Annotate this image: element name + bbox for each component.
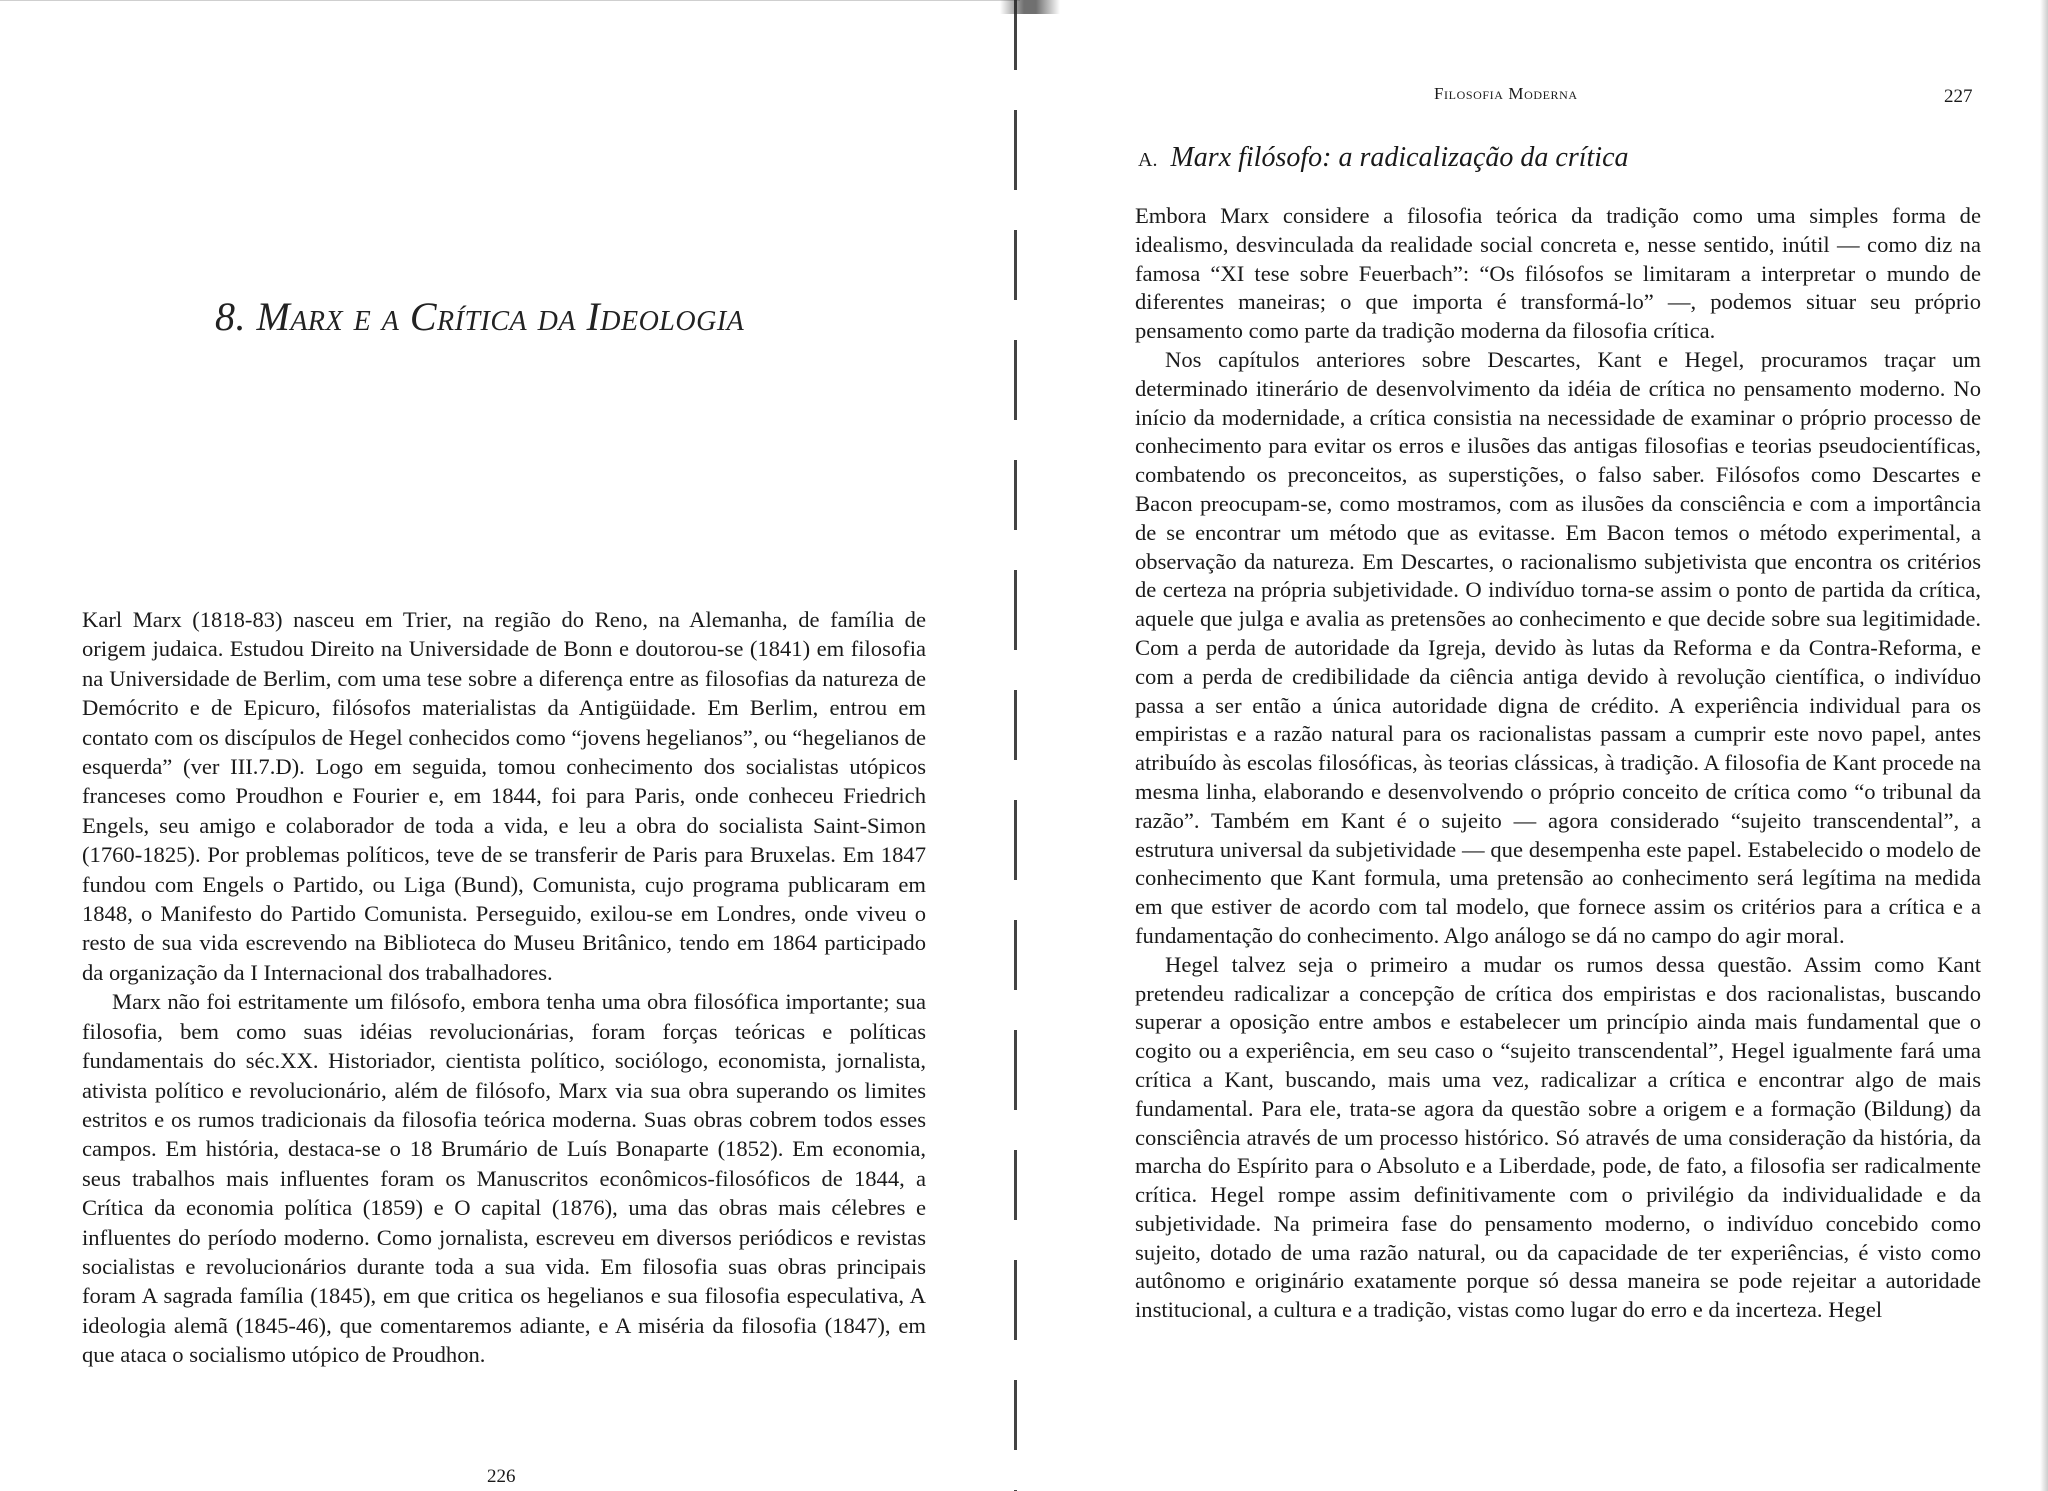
chapter-title-text: Marx e a Crítica da Ideologia (256, 294, 745, 339)
chapter-title (215, 293, 915, 340)
page-edge-shadow (2040, 0, 2048, 1491)
page-number-left: 226 (487, 1466, 516, 1487)
page-number-right: 227 (1944, 86, 1973, 107)
right-body-text (1135, 202, 1981, 1325)
paragraph: Embora Marx considere a filosofia teórica da tradição como uma simples forma de idealismo, desvinculada da realidade social concreta e, nesse sentido, inútil — como diz na famosa “XI tese sobre Feuerbach”: “Os filósofos se limitaram a interpretar o mundo de diferentes maneiras; o que importa é transformá-lo” —, podemos situar seu próprio pensamento como parte da tradição moderna da filosofia crítica. (1135, 203, 1981, 344)
section-heading (1138, 142, 1629, 174)
chapter-number: 8. (215, 294, 246, 339)
running-head: Filosofia Moderna (1434, 84, 1578, 103)
section-letter: A. (1138, 149, 1158, 171)
section-title: Marx filósofo: a radicalização da crítica (1170, 142, 1629, 173)
book-gutter (1014, 0, 1017, 1491)
left-body-text (82, 605, 926, 1370)
paragraph: Nos capítulos anteriores sobre Descartes, Kant e Hegel, procuramos traçar um determinado itinerário de desenvolvimento da idéia de crítica no pensamento moderno. No início da modernidade, a crítica consistia na necessidade de examinar o próprio processo de conhecimento para evitar os erros e ilusões das antigas filosofias e teorias pseudocientíficas, combatendo os preconceitos, as superstições, o falso saber. Filósofos como Descartes e Bacon preocupam-se, como mostramos, com as ilusões da consciência e com a importância de se encontrar um método que as evitasse. Em Bacon temos o método experimental, a observação da natureza. Em Descartes, o racionalismo subjetivista que encontra os critérios de certeza na própria subjetividade. O indivíduo torna-se assim o ponto de partida da crítica, aquele que julga e avalia as pretensões ao conhecimento e que decide sobre sua legitimidade. Com a perda de autoridade da Igreja, devido às lutas da Reforma e da Contra-Reforma, e com a perda de credibilidade da ciência antiga devido à revolução científica, o indivíduo passa a ser então a única autoridade digna de crédito. A experiência individual para os empiristas e a razão natural para os racionalistas passam a cumprir este novo papel, antes atribuído às escolas filosóficas, às teorias clássicas, à tradição. A filosofia de Kant procede na mesma linha, elaborando e desenvolvendo o próprio conceito de crítica como “o tribunal da razão”. Também em Kant é o sujeito — agora considerado “sujeito transcendental”, a estrutura universal da subjetividade — que desempenha este papel. Estabelecido o modelo de conhecimento que Kant formula, uma pretensão ao conhecimento será legítima na medida em que estiver de acordo com tal modelo, que fornece assim os critérios para a crítica e a fundamentação do conhecimento. Algo análogo se dá no campo do agir moral. (1135, 346, 1981, 948)
paragraph: Hegel talvez seja o primeiro a mudar os rumos dessa questão. Assim como Kant pretendeu radicalizar a concepção de crítica dos empiristas e dos racionalistas, buscando superar a oposição entre ambos e estabelecer um princípio ainda mais fundamental que o cogito ou a experiência, em seu caso o “sujeito transcendental”, Hegel igualmente fará uma crítica a Kant, buscando, mais uma vez, radicalizar a crítica e encontrar algo de mais fundamental. Para ele, trata-se agora da questão sobre a origem e a formação (Bildung) da consciência através de um processo histórico. Só através de uma consideração da história, da marcha do Espírito para o Absoluto e a Liberdade, pode, de fato, a filosofia ser radicalmente crítica. Hegel rompe assim definitivamente com o privilégio da individualidade e da subjetividade. Na primeira fase do pensamento moderno, o indivíduo concebido como sujeito, dotado de uma razão natural, ou da capacidade de ter experiências, é visto como autônomo e originário exatamente porque só dessa maneira se pode rejeitar a autoridade institucional, a cultura e a tradição, vistas como lugar do erro e da incerteza. Hegel (1135, 951, 1981, 1323)
paragraph: Karl Marx (1818-83) nasceu em Trier, na região do Reno, na Alemanha, de família de origem judaica. Estudou Direito na Universidade de Bonn e doutorou-se (1841) em filosofia na Universidade de Berlim, com uma tese sobre a diferença entre as filosofias da natureza de Demócrito e de Epicuro, filósofos materialistas da Antigüidade. Em Berlim, entrou em contato com os discípulos de Hegel conhecidos como “jovens hegelianos”, ou “hegelianos de esquerda” (ver III.7.D). Logo em seguida, tomou conhecimento dos socialistas utópicos franceses como Proudhon e Fourier e, em 1844, foi para Paris, onde conheceu Friedrich Engels, seu amigo e colaborador de toda a vida, e leu a obra do socialista Saint-Simon (1760-1825). Por problemas políticos, teve de se transferir de Paris para Bruxelas. Em 1847 fundou com Engels o Partido, ou Liga (Bund), Comunista, cujo programa publicaram em 1848, o Manifesto do Partido Comunista. Perseguido, exilou-se em Londres, onde viveu o resto de sua vida escrevendo na Biblioteca do Museu Britânico, tendo em 1864 participado da organização da I Internacional dos trabalhadores. (82, 607, 926, 985)
top-edge-line (0, 0, 1020, 1)
gutter-shadow-mark (1000, 0, 1060, 14)
paragraph: Marx não foi estritamente um filósofo, embora tenha uma obra filosófica importante; sua filosofia, bem como suas idéias revolucionárias, foram forças teóricas e políticas fundamentais do séc.XX. Historiador, cientista político, sociólogo, economista, jornalista, ativista político e revolucionário, além de filósofo, Marx via sua obra superando os limites estritos e os rumos tradicionais da filosofia teórica moderna. Suas obras cobrem todos esses campos. Em história, destaca-se o 18 Brumário de Luís Bonaparte (1852). Em economia, seus trabalhos mais influentes foram os Manuscritos econômicos-filosóficos de 1844, a Crítica da economia política (1859) e O capital (1876), uma das obras mais célebres e influentes do período moderno. Como jornalista, escreveu em diversos periódicos e revistas socialistas e revolucionários durante toda a sua vida. Em filosofia suas obras principais foram A sagrada família (1845), em que critica os hegelianos e sua filosofia especulativa, A ideologia alemã (1845-46), que comentaremos adiante, e A miséria da filosofia (1847), em que ataca o socialismo utópico de Proudhon. (82, 989, 926, 1368)
